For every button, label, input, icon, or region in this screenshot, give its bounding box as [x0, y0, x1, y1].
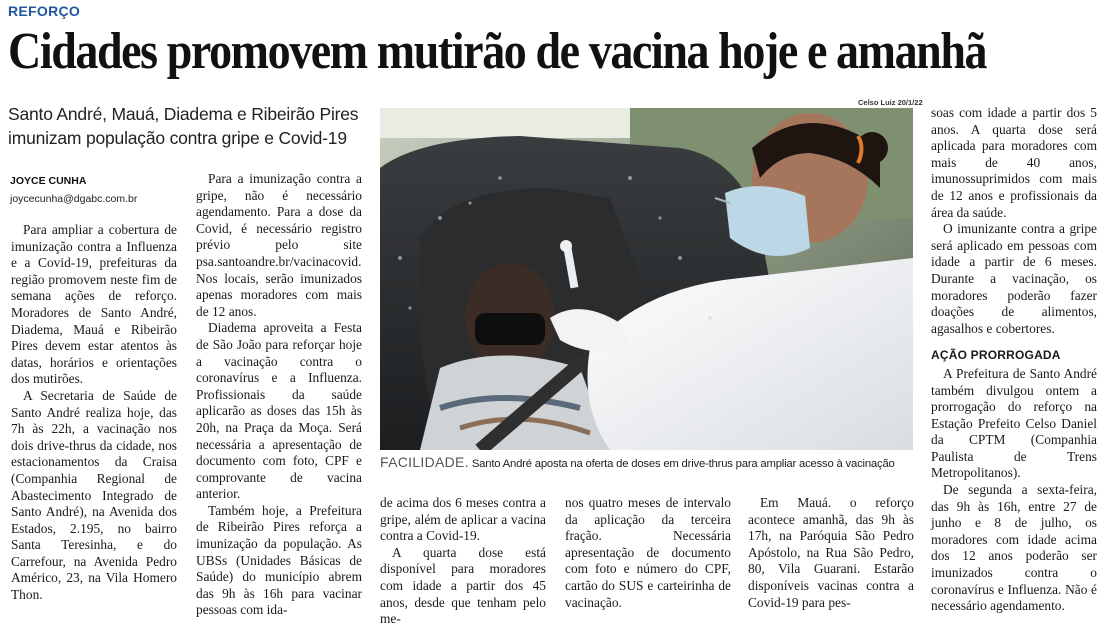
caption-text: Santo André aposta na oferta de doses em drive-thrus para ampliar acesso à vacinação — [468, 458, 895, 470]
paragraph: de acima dos 6 meses contra a gripe, além de aplicar a vacina contra a Covid-19. — [380, 495, 546, 544]
paragraph: Diadema aproveita a Festa de São João para reforçar hoje a vacinação contra o coronavírus e a Influenza. Profissionais da saúde aplicarão as doses das 15h às 20h, na Praça da Moça. Será necessária a apresentação de documento com foto, CPF e comprovante de vacina anterior. — [196, 320, 362, 502]
paragraph: A Prefeitura de Santo André também divulgou ontem a prorrogação do reforço na Estação Prefeito Celso Daniel da CPTM (Companhia Paulista de Trens Metropolitanos). — [931, 365, 1097, 481]
article-column-5 — [748, 495, 914, 611]
section-heading: AÇÃO PRORROGADA — [931, 348, 1061, 363]
caption-lead: FACILIDADE. — [380, 454, 469, 470]
photo-credit: Celso Luiz 20/1/22 — [858, 98, 923, 107]
article-column-6 — [931, 105, 1097, 615]
subheadline: Santo André, Mauá, Diadema e Ribeirão Pires imunizam população contra gripe e Covid-19 — [8, 104, 359, 148]
paragraph: De segunda a sexta-feira, das 9h às 16h, entre 27 de junho e 8 de julho, os moradores com idade acima dos 12 anos poderão ser imunizados contra o coronavírus e Influenza. Não é necessário agendamento. — [931, 482, 1097, 614]
paragraph: Também hoje, a Prefeitura de Ribeirão Pires reforça a imunização da população. As UBSs (Unidades Básicas de Saúde) do município abrem das 9h às 16h para vacinar pessoas com ida- — [196, 502, 362, 618]
paragraph: nos quatro meses de intervalo da aplicação da terceira fração. Necessária apresentação de documento com foto e número do CPF, cartão do SUS e carteirinha de vacinação. — [565, 495, 731, 610]
article-column-2 — [196, 171, 362, 619]
byline-email: joycecunha@dgabc.com.br — [10, 193, 138, 205]
article-column-4 — [565, 495, 731, 611]
paragraph: A Secretaria de Saúde de Santo André realiza hoje, das 7h às 22h, a vacinação nos dois drive-thrus da cidade, nos estacionamentos da Craisa (Companhia Regional de Abastecimento Integrado de Santo André), na Avenida dos Estados, 2.195, no bairro Santa Teresinha, e do Carrefour, na Avenida Pedro Américo, 23, na Vila Homero Thon. — [11, 387, 177, 603]
paragraph: A quarta dose está disponível para moradores com idade a partir dos 45 anos, desde que tenham pelo me- — [380, 544, 546, 627]
headline: Cidades promovem mutirão de vacina hoje e amanhã — [8, 23, 987, 80]
paragraph: soas com idade a partir dos 5 anos. A quarta dose será aplicada para moradores com mais de 40 anos, imunossuprimidos com mais de 12 anos e profissionais da área da saúde. — [931, 105, 1097, 220]
paragraph: Em Mauá. o reforço acontece amanhã, das 9h às 17h, na Paróquia São Pedro Apóstolo, na Rua São Pedro, 80, Vila Guarani. Estarão disponíveis vacinas contra a Covid-19 para pes- — [748, 495, 914, 610]
vaccination-drive-thru-image — [380, 108, 913, 450]
section-kicker: REFORÇO — [8, 3, 81, 19]
photo-caption — [380, 454, 920, 470]
paragraph: Para a imunização contra a gripe, não é necessário agendamento. Para a dose da Covid, é necessário registro prévio pelo site psa.santoandre.br/vacinacovid. Nos locais, serão imunizados apenas moradores com mais de 12 anos. — [196, 171, 362, 319]
news-photo — [380, 108, 913, 450]
article-column-3 — [380, 495, 546, 628]
paragraph: Para ampliar a cobertura de imunização contra a Influenza e a Covid-19, prefeituras da região promovem neste fim de semana ações de reforço. Moradores de Santo André, Diadema, Mauá e Ribeirão Pires devem estar atentos às datas, horários e orientações dos mutirões. — [11, 222, 177, 387]
byline-author: JOYCE CUNHA — [10, 175, 87, 187]
article-column-1 — [11, 222, 177, 604]
paragraph: O imunizante contra a gripe será aplicado em pessoas com idade a partir de 6 meses. Durante a vacinação, os moradores poderão fazer doações de alimentos, agasalhos e cobertores. — [931, 221, 1097, 336]
